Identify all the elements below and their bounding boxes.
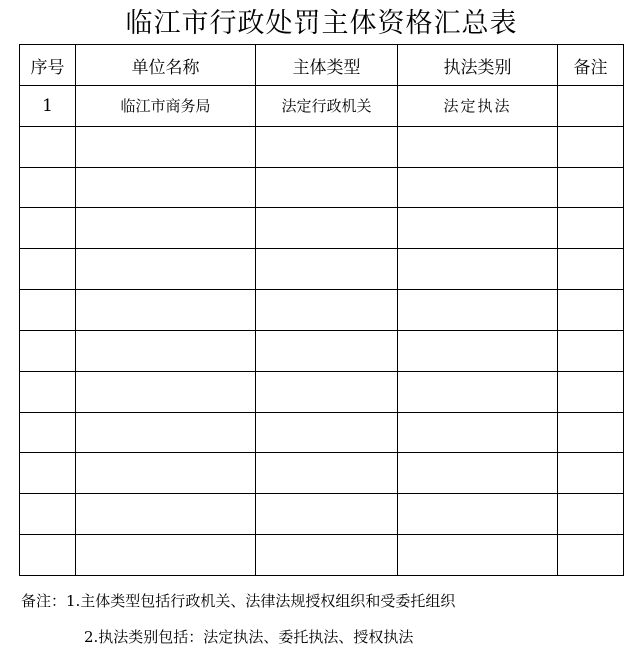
- cell-serial-number: 1: [20, 86, 76, 127]
- cell-entity-type: [256, 330, 398, 371]
- table-row: [20, 371, 624, 412]
- cell-unit-name: [76, 535, 256, 576]
- cell-serial-number: [20, 330, 76, 371]
- cell-unit-name: [76, 453, 256, 494]
- cell-entity-type: 法定行政机关: [256, 86, 398, 127]
- cell-entity-type: [256, 167, 398, 208]
- cell-entity-type: [256, 412, 398, 453]
- cell-remarks: [558, 371, 624, 412]
- table-row: [20, 167, 624, 208]
- cell-remarks: [558, 290, 624, 331]
- cell-entity-type: [256, 494, 398, 535]
- cell-serial-number: [20, 371, 76, 412]
- document-title: 临江市行政处罚主体资格汇总表: [125, 8, 518, 39]
- summary-table: [19, 44, 624, 576]
- cell-unit-name: [76, 249, 256, 290]
- cell-enforcement-category: [398, 412, 558, 453]
- cell-enforcement-category: [398, 535, 558, 576]
- header-unit-name: 单位名称: [76, 45, 256, 86]
- cell-remarks: [558, 535, 624, 576]
- cell-entity-type: [256, 208, 398, 249]
- table-row: [20, 126, 624, 167]
- table-row: [20, 290, 624, 331]
- header-remarks: 备注: [558, 45, 624, 86]
- cell-entity-type: [256, 290, 398, 331]
- table-row: [20, 208, 624, 249]
- header-serial-number: 序号: [20, 45, 76, 86]
- header-enforcement-category: 执法类别: [398, 45, 558, 86]
- cell-entity-type: [256, 453, 398, 494]
- cell-enforcement-category: [398, 494, 558, 535]
- footnote-enforcement-categories: 2.执法类别包括：法定执法、委托执法、授权执法: [84, 628, 414, 646]
- cell-enforcement-category: [398, 208, 558, 249]
- footnote-entity-types: 备注：1.主体类型包括行政机关、法律法规授权组织和受委托组织: [21, 592, 456, 610]
- table-row: [20, 453, 624, 494]
- cell-remarks: [558, 412, 624, 453]
- cell-unit-name: [76, 330, 256, 371]
- cell-unit-name: [76, 208, 256, 249]
- cell-remarks: [558, 167, 624, 208]
- cell-serial-number: [20, 453, 76, 494]
- cell-enforcement-category: [398, 167, 558, 208]
- cell-unit-name: [76, 126, 256, 167]
- cell-enforcement-category: 法定执法: [398, 86, 558, 127]
- cell-unit-name: [76, 412, 256, 453]
- cell-unit-name: 临江市商务局: [76, 86, 256, 127]
- cell-serial-number: [20, 167, 76, 208]
- cell-remarks: [558, 86, 624, 127]
- table-header-row: [20, 45, 624, 86]
- cell-unit-name: [76, 371, 256, 412]
- cell-remarks: [558, 494, 624, 535]
- header-entity-type: 主体类型: [256, 45, 398, 86]
- cell-enforcement-category: [398, 371, 558, 412]
- cell-remarks: [558, 126, 624, 167]
- cell-enforcement-category: [398, 126, 558, 167]
- cell-entity-type: [256, 535, 398, 576]
- cell-enforcement-category: [398, 330, 558, 371]
- cell-remarks: [558, 453, 624, 494]
- cell-serial-number: [20, 208, 76, 249]
- cell-entity-type: [256, 126, 398, 167]
- table-row: [20, 494, 624, 535]
- cell-serial-number: [20, 126, 76, 167]
- cell-unit-name: [76, 290, 256, 331]
- cell-entity-type: [256, 249, 398, 290]
- table-row: [20, 330, 624, 371]
- table-row: [20, 86, 624, 127]
- cell-unit-name: [76, 494, 256, 535]
- cell-enforcement-category: [398, 249, 558, 290]
- cell-enforcement-category: [398, 453, 558, 494]
- cell-serial-number: [20, 494, 76, 535]
- table-row: [20, 535, 624, 576]
- cell-entity-type: [256, 371, 398, 412]
- cell-serial-number: [20, 412, 76, 453]
- cell-unit-name: [76, 167, 256, 208]
- cell-remarks: [558, 249, 624, 290]
- cell-serial-number: [20, 535, 76, 576]
- table-row: [20, 249, 624, 290]
- cell-serial-number: [20, 290, 76, 331]
- cell-enforcement-category: [398, 290, 558, 331]
- cell-serial-number: [20, 249, 76, 290]
- table-row: [20, 412, 624, 453]
- cell-remarks: [558, 330, 624, 371]
- cell-remarks: [558, 208, 624, 249]
